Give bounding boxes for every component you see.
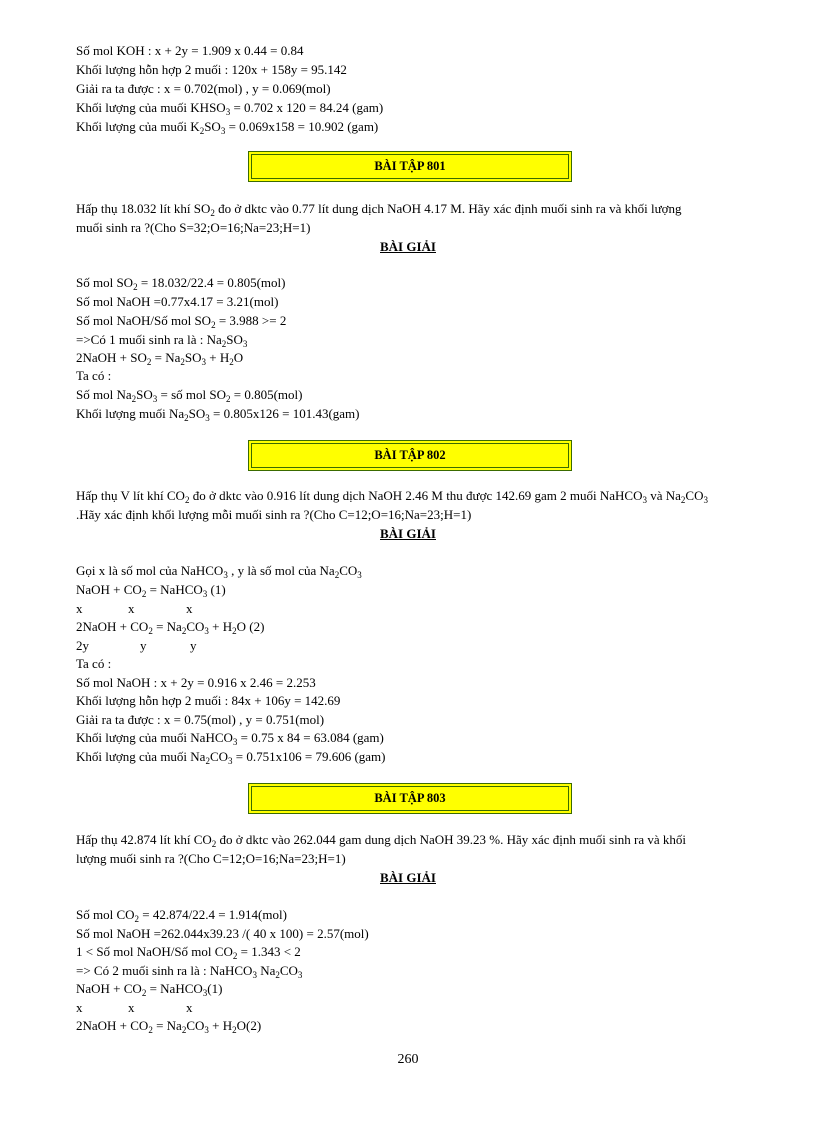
question-text: lượng muối sinh ra ?(Cho C=12;O=16;Na=23;H=1): [76, 851, 346, 866]
page-number: 260: [397, 1052, 419, 1067]
equation-line: NaOH + $CO_2$ = NaHCO$_3$(1): [76, 981, 223, 998]
text-line: Giải ra ta được : x = 0.75(mol) , y = 0.751(mol): [76, 712, 325, 727]
text-line: => Có 2 muối sinh ra là : NaHCO$_3$ $Na_2CO_3$: [76, 963, 303, 980]
solution-heading: BÀI GIẢI: [380, 870, 436, 885]
solution-heading: BÀI GIẢI: [380, 239, 436, 254]
text-line: Khối lượng của muối $Na_2CO_3 = 0.751x106 = 79.606$ (gam): [76, 749, 386, 766]
question-text: muối sinh ra ?(Cho S=32;O=16;Na=23;H=1): [76, 220, 311, 235]
text-line: Khối lượng của muối NaHCO$_3$ = 0.75 x 84 = 63.084 (gam): [76, 730, 384, 747]
exercise-title-banner: BÀI TẬP 801: [251, 154, 569, 179]
text-line: Số mol $CO_2 = 42.874/22.4 = 1.914(mol)$: [76, 907, 287, 924]
question-text: Hấp thụ V lít khí $CO_2$ đo ở dktc vào 0.916 lít dung dịch NaOH 2.46 M thu được 142.69 gam 2 muối NaHCO$_3$ và $Na_2CO_3$: [76, 488, 708, 505]
text-line: Gọi x là số mol của NaHCO$_3$ , y là số mol của $Na_2CO_3$: [76, 563, 362, 580]
text-line: Số mol $Na_2SO_3$ = số mol $SO_2 = 0.805(mol)$: [76, 387, 303, 404]
equation-line: 2NaOH + $SO_2 = Na_2SO_3 + H_2O$: [76, 350, 244, 367]
equation-line: 2NaOH + $CO_2 = Na_2CO_3 + H_2O$ (2): [76, 619, 265, 636]
equation-line: NaOH + $CO_2$ = NaHCO$_3$ (1): [76, 582, 226, 599]
text-line: Khối lượng muối $Na_2SO_3 = 0.805x126 = 101.43(gam)$: [76, 406, 360, 423]
text-line: Khối lượng của muối $KHSO_3 = 0.702$ x 120 = 84.24 (gam): [76, 100, 384, 117]
question-text: Hấp thụ 18.032 lít khí $SO_2$ đo ở dktc vào 0.77 lít dung dịch NaOH 4.17 M. Hãy xác định muối sinh ra và khối lượng: [76, 201, 682, 218]
text-line: Số mol NaOH =0.77x4.17 = 3.21(mol): [76, 294, 279, 309]
text-line: Giải ra ta được : x = 0.702(mol) , y = 0.069(mol): [76, 81, 331, 96]
text-line: Khối lượng của muối $K_2SO_3 = 0.069x158 = 10.902$ (gam): [76, 119, 379, 136]
equation-line: 2NaOH + $CO_2 = Na_2CO_3 + H_2O(2)$: [76, 1018, 262, 1035]
exercise-title-banner: BÀI TẬP 803: [251, 786, 569, 811]
text-line: Số mol NaOH : x + 2y = 0.916 x 2.46 = 2.253: [76, 675, 316, 690]
question-text: .Hãy xác định khối lượng mỗi muối sinh ra ?(Cho C=12;O=16;Na=23;H=1): [76, 507, 472, 522]
text-line: Số mol NaOH =262.044x39.23 /( 40 x 100) = 2.57(mol): [76, 926, 369, 941]
text-line: Số mol $SO_2 = 18.032/22.4 = 0.805(mol)$: [76, 275, 286, 292]
text-line: Ta có :: [76, 656, 112, 671]
text-line: =>Có 1 muối sinh ra là : $Na_2SO_3$: [76, 332, 248, 349]
text-line: 1 < Số mol NaOH/Số mol $CO_2 = 1.343 < 2$: [76, 944, 301, 961]
question-text: Hấp thụ 42.874 lít khí $CO_2$ đo ở dktc vào 262.044 gam dung dịch NaOH 39.23 %. Hãy xác định muối sinh ra và khối: [76, 832, 687, 849]
exercise-title-banner: BÀI TẬP 802: [251, 443, 569, 468]
text-line: Số mol NaOH/Số mol $SO_2 = 3.988 >= 2$: [76, 313, 287, 330]
text-line: Ta có :: [76, 368, 112, 383]
text-line: Khối lượng hỗn hợp 2 muối : 84x + 106y = 142.69: [76, 693, 341, 708]
text-line: Khối lượng hỗn hợp 2 muối : 120x + 158y = 95.142: [76, 62, 347, 77]
solution-heading: BÀI GIẢI: [380, 526, 436, 541]
text-line: Số mol KOH : x + 2y = 1.909 x 0.44 = 0.84: [76, 43, 304, 58]
